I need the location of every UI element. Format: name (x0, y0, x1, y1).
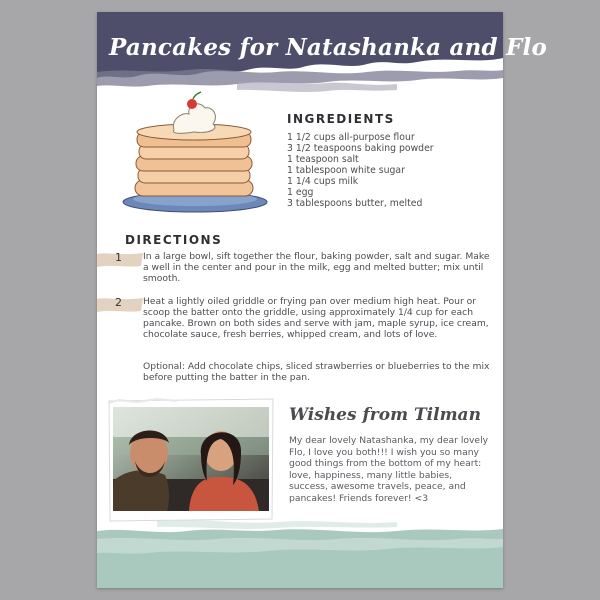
ingredient-item: 1 egg (287, 187, 314, 198)
recipe-title: Pancakes for Natashanka and Flo (109, 34, 548, 61)
ingredient-item: 1 tablespoon white sugar (287, 165, 405, 176)
ingredient-item: 3 tablespoons butter, melted (287, 198, 423, 209)
pancake-stack-illustration (119, 90, 271, 220)
footer-brush-band (97, 517, 503, 588)
ingredients-section (287, 112, 487, 209)
ingredient-list (287, 132, 487, 209)
step-2-text: Heat a lightly oiled griddle or frying pan over medium high heat. Pour or scoop the batter onto the griddle, using approximately 1/4 cup for each pancake. Brown on both sides and serve with jam, maple syrup, ice cream, chocolate sauce, fresh berries, whipped cream, and lots of love. (143, 296, 489, 340)
ingredient-item: 1 1/2 cups all-purpose flour (287, 132, 415, 143)
step-2-number: 2 (115, 296, 122, 309)
step-1-text: In a large bowl, sift together the flour, baking powder, salt and sugar. Make a well in the center and pour in the milk, egg and melted butter; mix until smooth. (143, 251, 490, 284)
ingredient-item: 3 1/2 teaspoons baking powder (287, 143, 434, 154)
ingredient-item: 1 teaspoon salt (287, 154, 359, 165)
friends-photo (107, 397, 275, 523)
ingredients-heading: INGREDIENTS (287, 112, 395, 126)
ingredient-item: 1 1/4 cups milk (287, 176, 359, 187)
optional-note: Optional: Add chocolate chips, sliced strawberries or blueberries to the mix before putting the batter in the pan. (143, 361, 490, 383)
wishes-message: My dear lovely Natashanka, my dear lovely Flo, I love you both!!! I wish you so many good things from the bottom of my heart: love, happiness, many little babies, success, awesome travels, peace, and pancakes! Friends forever! <3 (289, 435, 489, 504)
step-1-number: 1 (115, 251, 122, 264)
directions-heading: DIRECTIONS (125, 233, 223, 247)
recipe-card (97, 12, 548, 588)
wishes-title: Wishes from Tilman (289, 405, 481, 425)
